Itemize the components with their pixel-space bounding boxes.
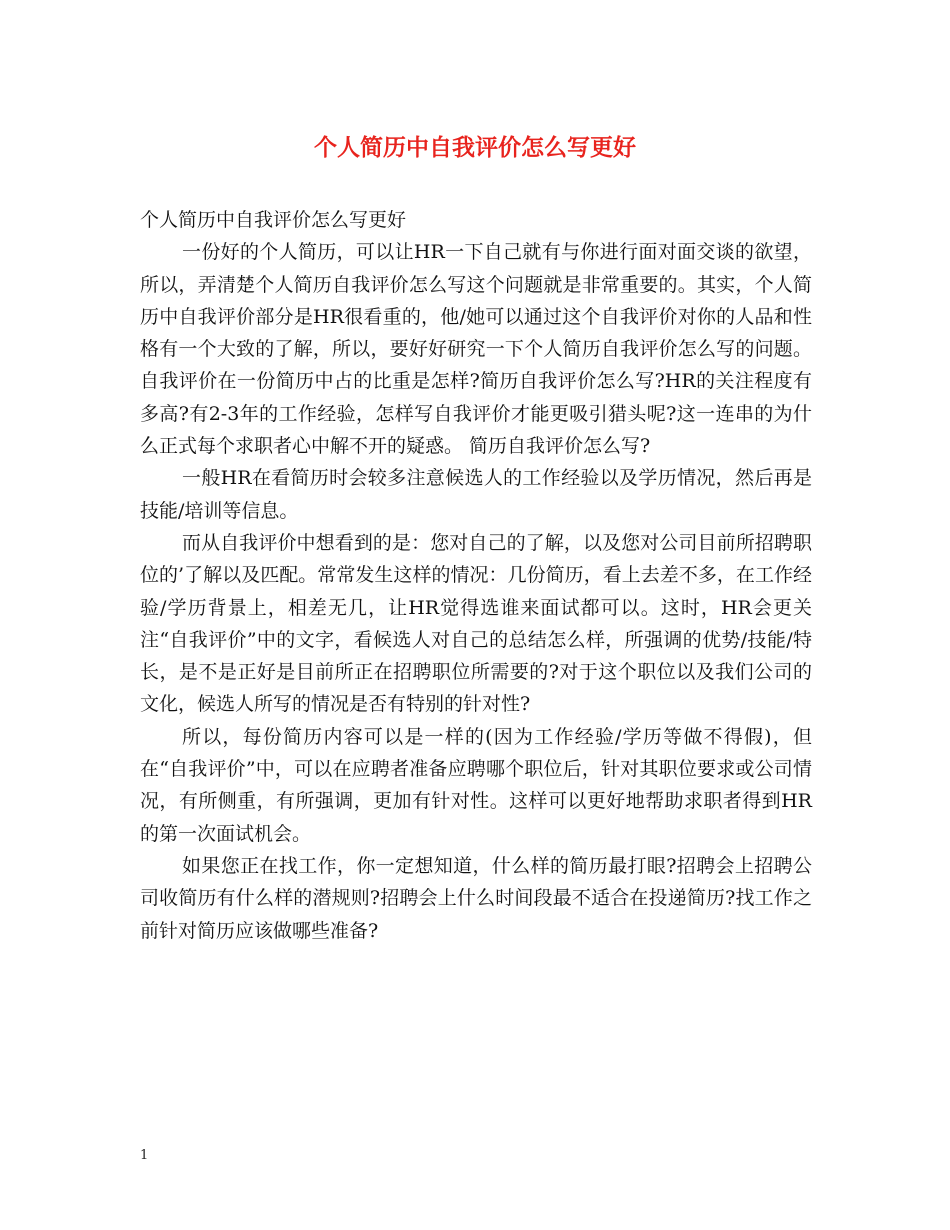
paragraph-2: 一般HR在看简历时会较多注意候选人的工作经验以及学历情况，然后再是技能/培训等信息。	[140, 467, 812, 522]
paragraph-1: 一份好的个人简历，可以让HR一下自己就有与你进行面对面交谈的欲望，所以，弄清楚个人简历自我评价怎么写这个问题就是非常重要的。其实，个人简历中自我评价部分是HR很看重的，他/她可以通过这个自我评价对你的人品和性格有一个大致的了解，所以，要好好研究一下个人简历自我评价怎么写的问题。 自我评价在一份简历中占的比重是怎样?简历自我评价怎么写?HR的关注程度有多高?有2-3年的工作经验，怎样写自我评价才能更吸引猎头呢?这一连串的为什么正式每个求职者心中解不开的疑惑。 简历自我评价怎么写?	[140, 241, 812, 458]
page-number: 1	[140, 1148, 149, 1163]
paragraph-4: 所以，每份简历内容可以是一样的(因为工作经验/学历等做不得假)，但在“自我评价”中，可以在应聘者准备应聘哪个职位后，针对其职位要求或公司情况，有所侧重，有所强调，更加有针对性。这样可以更好地帮助求职者得到HR的第一次面试机会。	[140, 725, 812, 845]
document-subtitle: 个人简历中自我评价怎么写更好	[140, 209, 407, 231]
paragraph-5: 如果您正在找工作，你一定想知道，什么样的简历最打眼?招聘会上招聘公司收简历有什么样的潜规则?招聘会上什么时间段最不适合在投递简历?找工作之前针对简历应该做哪些准备?	[140, 854, 812, 942]
document-title: 个人简历中自我评价怎么写更好	[314, 134, 636, 161]
document-body	[140, 204, 812, 947]
paragraph-3: 而从自我评价中想看到的是：您对自己的了解，以及您对公司目前所招聘职位的’了解以及匹配。常常发生这样的情况：几份简历，看上去差不多，在工作经验/学历背景上，相差无几，让HR觉得选谁来面试都可以。这时，HR会更关注“自我评价”中的文字，看候选人对自己的总结怎么样，所强调的优势/技能/特长，是不是正好是目前所正在招聘职位所需要的?对于这个职位以及我们公司的文化，候选人所写的情况是否有特别的针对性?	[140, 531, 812, 716]
